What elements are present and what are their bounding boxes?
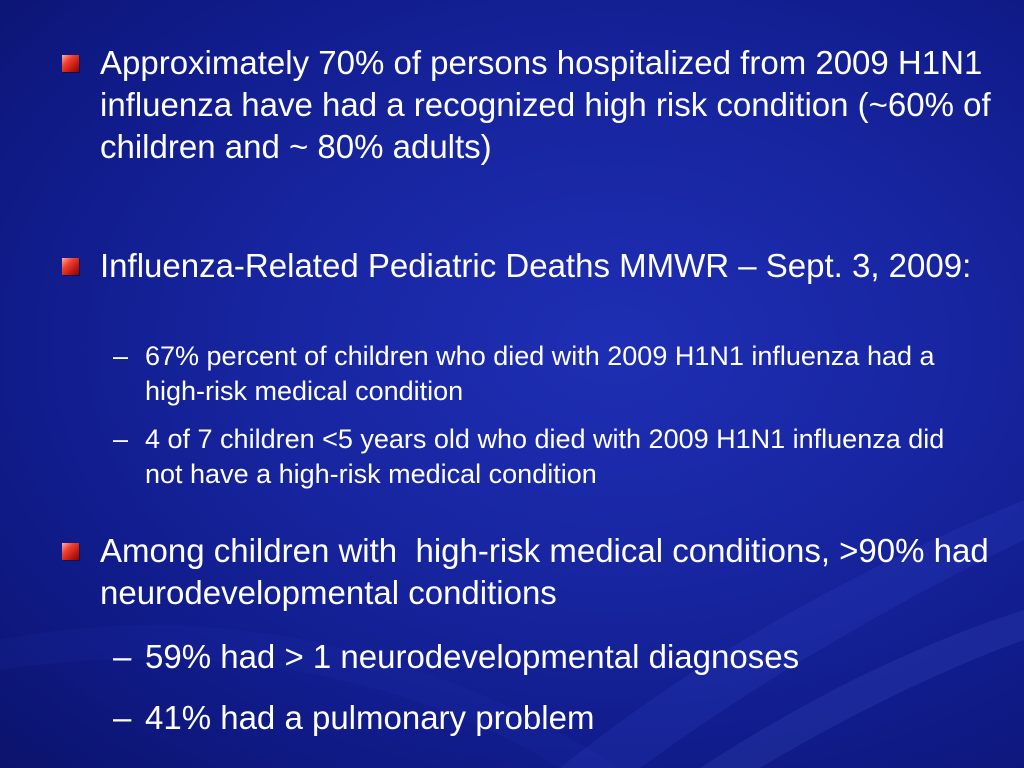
dash-marker: –: [113, 699, 132, 736]
bullet-text: Approximately 70% of persons hospitalized from 2009 H1N1 influenza have had a recognized high risk condition (~60% of children and ~ 80% adults): [100, 44, 1000, 165]
bullet-text: Among children with high-risk medical conditions, >90% had neurodevelopmental conditions: [100, 532, 998, 611]
square-bullet-icon: [62, 543, 79, 560]
subitem-text: 59% had > 1 neurodevelopmental diagnoses: [145, 638, 800, 675]
subitem-text: 67% percent of children who died with 2009 H1N1 influenza had a high-risk medical condition: [145, 341, 943, 406]
dash-marker: –: [113, 341, 129, 371]
subitem-text: 4 of 7 children <5 years old who died with 2009 H1N1 influenza did not have a high-risk medical condition: [145, 424, 952, 489]
dash-marker: –: [113, 424, 129, 454]
bullet-text: Influenza-Related Pediatric Deaths MMWR – Sept. 3, 2009:: [100, 247, 972, 284]
square-bullet-icon: [62, 55, 79, 72]
subitem-text: 41% had a pulmonary problem: [145, 699, 595, 736]
square-bullet-icon: [62, 258, 79, 275]
dash-marker: –: [113, 638, 132, 675]
